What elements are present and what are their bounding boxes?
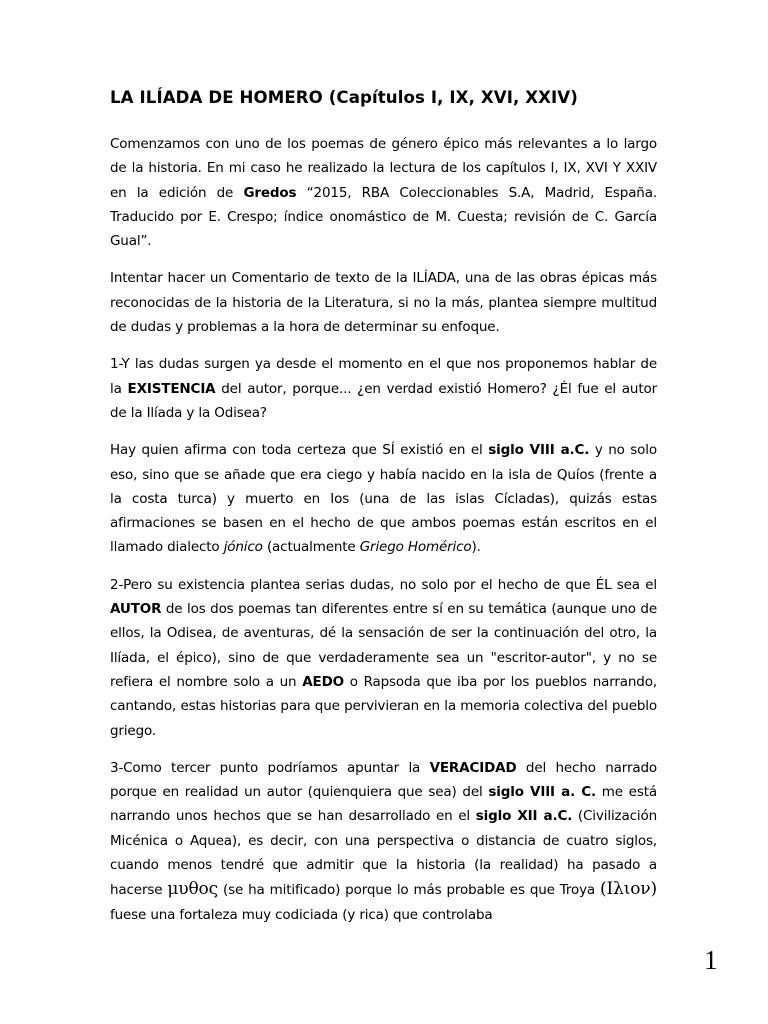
bold-text: AUTOR <box>110 601 162 618</box>
text-run: y no solo eso, sino que se añade que era ciego y había nacido en la isla de Quíos (frente a la costa turca) y muerto en Ios (una de las islas Cícladas), quizás estas afirmaciones se basen en el hecho de que ambos poemas están escritos en el llamado dialecto <box>110 442 658 556</box>
text-run: me está narrando unos hechos que se han desarrollado en el <box>110 784 657 825</box>
text-run: del autor, porque... ¿en verdad existió Homero? ¿Él fue el autor de la Ilíada y la Odisea? <box>110 380 657 421</box>
text-run: Hay quien afirma con toda certeza que SÍ existió en el <box>110 442 489 459</box>
text-run: o Rapsoda que iba por los pueblos narrando, cantando, estas historias para que pervivieran en la memoria colectiva del pueblo griego. <box>110 673 657 739</box>
italic-text: Griego Homérico <box>359 539 472 556</box>
paragraph-point-3 <box>110 756 657 927</box>
text-run: Comenzamos con uno de los poemas de género épico más relevantes a lo largo de la historia. En mi caso he realizado la lectura de los capítulos I, IX, XVI Y XXIV en la edición de <box>110 136 657 201</box>
document-body <box>110 83 657 927</box>
bold-text: siglo VIII a.C. <box>488 442 590 459</box>
bold-text: AEDO <box>302 673 344 690</box>
text-run: 3-Como tercer punto podríamos apuntar la <box>110 759 430 776</box>
text-run: fuese una fortaleza muy codiciada (y rica) que controlaba <box>110 906 493 923</box>
paragraph-point-2 <box>110 573 657 743</box>
text-run: del hecho narrado porque en realidad un autor (quienquiera que sea) del <box>110 759 657 801</box>
paragraph-commentary: Intentar hacer un Comentario de texto de la ILÍADA, una de las obras épicas más reconocidas de la historia de la Literatura, si no la más, plantea siempre multitud de dudas y problemas a la hora de determinar su enfoque. <box>110 270 657 336</box>
text-run: (Civilización Micénica o Aquea), es decir, con una perspectiva o distancia de cuatro siglos, cuando menos tendré que admitir que la historia (la realidad) ha pasado a hacerse <box>110 808 657 899</box>
bold-text: siglo VIII a. C. <box>488 784 596 801</box>
greek-word-ilion: (Ιλιον) <box>600 879 657 900</box>
bold-text: VERACIDAD <box>429 759 517 776</box>
text-run: “2015, RBA Coleccionables S.A, Madrid, España. Traducido por E. Crespo; índice onomástico de M. Cuesta; revisión de C. García Gual”. <box>110 184 657 250</box>
document-title: LA ILÍADA DE HOMERO (Capítulos I, IX, XVI, XXIV) <box>110 88 578 107</box>
bold-text: Gredos <box>243 184 297 201</box>
paragraph-homer-origin <box>110 438 657 559</box>
text-run: 2-Pero su existencia plantea serias dudas, no solo por el hecho de que ÉL sea el <box>110 576 657 593</box>
bold-text: EXISTENCIA <box>127 380 216 397</box>
text-run: 1-Y las dudas surgen ya desde el momento en el que nos proponemos hablar de la <box>110 356 657 397</box>
page-number: 1 <box>704 945 718 975</box>
text-run: de los dos poemas tan diferentes entre sí en su temática (aunque uno de ellos, la Odisea, de aventuras, dé la sensación de ser la continuación del otro, la Ilíada, el épico), sino de que verdaderamente sea un "escritor-autor", y no se refiera el nombre solo a un <box>110 601 657 690</box>
greek-word-mythos: μυθος <box>167 879 218 900</box>
text-run: (se ha mitificado) porque lo más probable es que Troya <box>218 882 601 899</box>
paragraph-point-1 <box>110 352 657 425</box>
text-run: ). <box>471 539 481 556</box>
text-run: (actualmente <box>262 539 360 556</box>
italic-text: jónico <box>223 539 263 556</box>
paragraph-intro <box>110 132 657 253</box>
bold-text: siglo XII a.C. <box>475 808 573 825</box>
